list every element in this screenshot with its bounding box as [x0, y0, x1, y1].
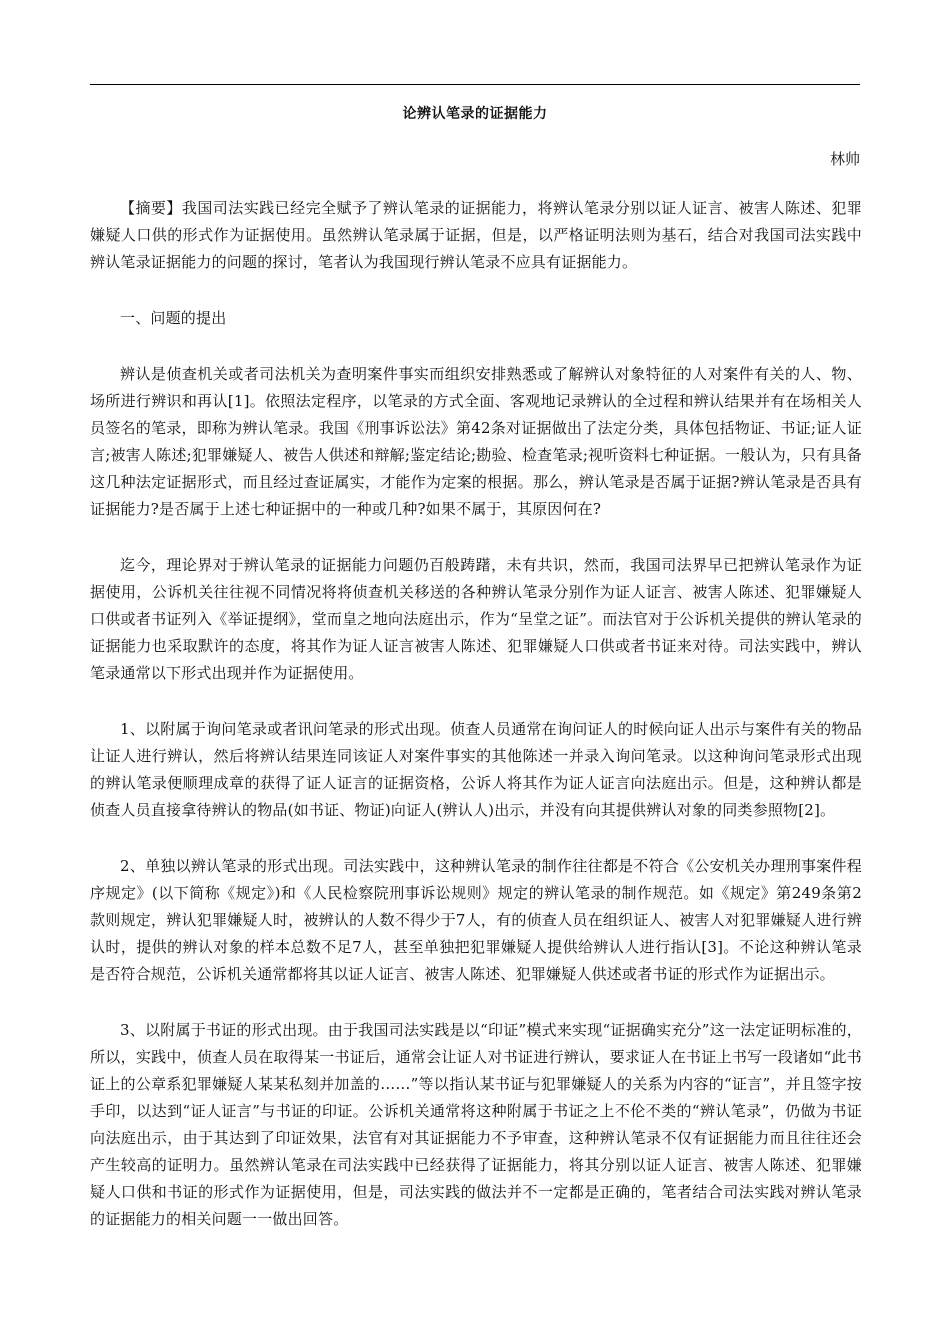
- section-heading: 一、问题的提出: [120, 309, 227, 327]
- abstract-paragraph: 【摘要】我国司法实践已经完全赋予了辨认笔录的证据能力，将辨认笔录分别以证人证言、被害人陈述、犯罪嫌疑人口供的形式作为证据使用。虽然辨认笔录属于证据，但是，以严格证明法则为基石，结合对我国司法实践中辨认笔录证据能力的问题的探讨，笔者认为我国现行辨认笔录不应具有证据能力。: [90, 199, 862, 271]
- header-rule: [90, 84, 860, 85]
- body-paragraph: 迄今，理论界对于辨认笔录的证据能力问题仍百般踌躇，未有共识，然而，我国司法界早已把辨认笔录作为证据使用，公诉机关往往视不同情况将将侦查机关移送的各种辨认笔录分别作为证人证言、被害人陈述、犯罪嫌疑人口供或者书证列入《举证提纲》，堂而皇之地向法庭出示，作为“呈堂之证”。而法官对于公诉机关提供的辨认笔录的证据能力也采取默许的态度，将其作为证人证言被害人陈述、犯罪嫌疑人口供或者书证来对待。司法实践中，辨认笔录通常以下形式出现并作为证据使用。: [90, 556, 862, 682]
- document-body: [90, 195, 862, 1262]
- body-paragraph: 辨认是侦查机关或者司法机关为查明案件事实而组织安排熟悉或了解辨认对象特征的人对案件有关的人、物、场所进行辨识和再认[1]。依照法定程序，以笔录的方式全面、客观地记录辨认的全过程和辨认结果并有在场相关人员签名的笔录，即称为辨认笔录。我国《刑事诉讼法》第42条对证据做出了法定分类，具体包括物证、书证;证人证言;被害人陈述;犯罪嫌疑人、被告人供述和辩解;鉴定结论;勘验、检查笔录;视听资料七种证据。一般认为，只有具备这几种法定证据形式，而且经过查证属实，才能作为定案的根据。那么，辨认笔录是否属于证据?辨认笔录是否具有证据能力?是否属于上述七种证据中的一种或几种?如果不属于，其原因何在?: [90, 365, 862, 518]
- body-paragraph: 1、以附属于询问笔录或者讯问笔录的形式出现。侦查人员通常在询问证人的时候向证人出示与案件有关的物品让证人进行辨认，然后将辨认结果连同该证人对案件事实的其他陈述一并录入询问笔录。以这种询问笔录形式出现的辨认笔录便顺理成章的获得了证人证言的证据资格，公诉人将其作为证人证言向法庭出示。但是，这种辨认都是侦查人员直接拿待辨认的物品(如书证、物证)向证人(辨认人)出示，并没有向其提供辨认对象的同类参照物[2]。: [90, 720, 862, 819]
- document-title: 论辨认笔录的证据能力: [402, 106, 548, 122]
- document-author: 林帅: [829, 150, 860, 168]
- body-paragraph: 3、以附属于书证的形式出现。由于我国司法实践是以“印证”模式来实现“证据确实充分”这一法定证明标准的，所以，实践中，侦查人员在取得某一书证后，通常会让证人对书证进行辨认，要求证人在书证上书写一段诸如“此书证上的公章系犯罪嫌疑人某某私刻并加盖的……”等以指认某书证与犯罪嫌疑人的关系为内容的“证言”，并且签字按手印，以达到“证人证言”与书证的印证。公诉机关通常将这种附属于书证之上不伦不类的“辨认笔录”，仍做为书证向法庭出示，由于其达到了印证效果，法官有对其证据能力不予审查，这种辨认笔录不仅有证据能力而且往往还会产生较高的证明力。虽然辨认笔录在司法实践中已经获得了证据能力，将其分别以证人证言、被害人陈述、犯罪嫌疑人口供和书证的形式作为证据使用，但是，司法实践的做法并不一定都是正确的，笔者结合司法实践对辨认笔录的证据能力的相关问题一一做出回答。: [90, 1021, 862, 1228]
- body-paragraph: 2、单独以辨认笔录的形式出现。司法实践中，这种辨认笔录的制作往往都是不符合《公安机关办理刑事案件程序规定》(以下简称《规定》)和《人民检察院刑事诉讼规则》规定的辨认笔录的制作规范。如《规定》第249条第2款则规定，辨认犯罪嫌疑人时，被辨认的人数不得少于7人，有的侦查人员在组织证人、被害人对犯罪嫌疑人进行辨认时，提供的辨认对象的样本总数不足7人，甚至单独把犯罪嫌疑人提供给辨认人进行指认[3]。不论这种辨认笔录是否符合规范，公诉机关通常都将其以证人证言、被害人陈述、犯罪嫌疑人供述或者书证的形式作为证据出示。: [90, 857, 862, 983]
